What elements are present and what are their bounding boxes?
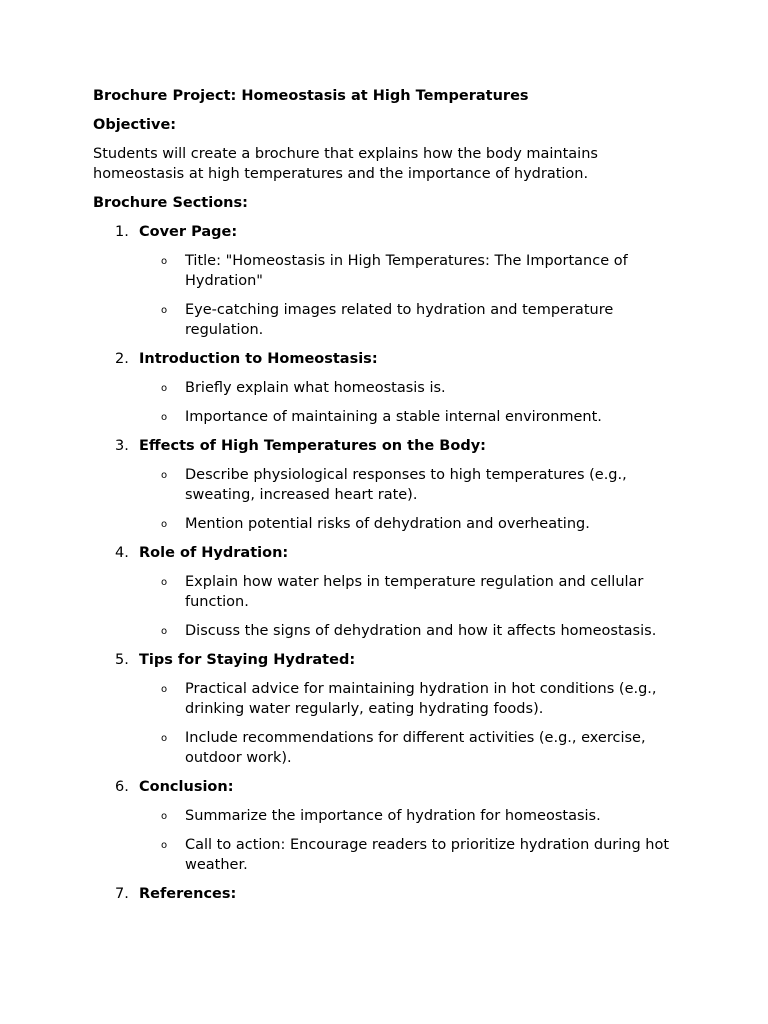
bullet-list (139, 679, 683, 768)
hollow-bullet-icon: o (161, 577, 168, 588)
hollow-bullet-icon: o (161, 733, 168, 744)
objective-text: Students will create a brochure that explains how the body maintains homeostasis at high temperatures and the importance of hydration. (93, 146, 598, 182)
section-number: 5. (115, 652, 129, 668)
section-number: 6. (115, 779, 129, 795)
section-title: Cover Page: (139, 224, 238, 240)
section-item (93, 222, 683, 340)
hollow-bullet-icon: o (161, 626, 168, 637)
hollow-bullet-icon: o (161, 383, 168, 394)
hollow-bullet-icon: o (161, 840, 168, 851)
bullet-text: Call to action: Encourage readers to prioritize hydration during hot weather. (185, 837, 670, 873)
bullet-list (139, 378, 683, 427)
bullet-text: Eye-catching images related to hydration and temperature regulation. (185, 302, 614, 338)
bullet-item (139, 407, 683, 427)
bullet-item (139, 728, 683, 768)
bullet-text: Importance of maintaining a stable internal environment. (185, 409, 602, 425)
bullet-item (139, 806, 683, 826)
bullet-text: Explain how water helps in temperature regulation and cellular function. (185, 574, 644, 610)
section-item (93, 543, 683, 641)
bullet-list (139, 465, 683, 534)
section-number: 3. (115, 438, 129, 454)
section-item (93, 650, 683, 768)
section-title: Role of Hydration: (139, 545, 289, 561)
section-title: Conclusion: (139, 779, 234, 795)
hollow-bullet-icon: o (161, 684, 168, 695)
bullet-text: Discuss the signs of dehydration and how it affects homeostasis. (185, 623, 657, 639)
section-item (93, 777, 683, 875)
hollow-bullet-icon: o (161, 811, 168, 822)
bullet-item (139, 835, 683, 875)
bullet-item (139, 465, 683, 505)
hollow-bullet-icon: o (161, 519, 168, 530)
bullet-text: Describe physiological responses to high temperatures (e.g., sweating, increased heart rate). (185, 467, 627, 503)
sections-list (93, 222, 683, 904)
section-number: 1. (115, 224, 129, 240)
section-title: References: (139, 886, 237, 902)
bullet-text: Title: "Homeostasis in High Temperatures: The Importance of Hydration" (185, 253, 628, 289)
bullet-list (139, 806, 683, 875)
section-number: 7. (115, 886, 129, 902)
section-item (93, 436, 683, 534)
bullet-item (139, 251, 683, 291)
section-item (93, 884, 683, 904)
bullet-list (139, 572, 683, 641)
bullet-item (139, 378, 683, 398)
bullet-text: Include recommendations for different activities (e.g., exercise, outdoor work). (185, 730, 646, 766)
objective-heading: Objective: (93, 117, 177, 133)
document-page (93, 86, 683, 913)
section-number: 4. (115, 545, 129, 561)
section-number: 2. (115, 351, 129, 367)
hollow-bullet-icon: o (161, 256, 168, 267)
section-title: Tips for Staying Hydrated: (139, 652, 356, 668)
hollow-bullet-icon: o (161, 305, 168, 316)
bullet-item (139, 621, 683, 641)
bullet-text: Briefly explain what homeostasis is. (185, 380, 446, 396)
bullet-item (139, 679, 683, 719)
hollow-bullet-icon: o (161, 412, 168, 423)
document-title: Brochure Project: Homeostasis at High Temperatures (93, 88, 529, 104)
bullet-text: Practical advice for maintaining hydration in hot conditions (e.g., drinking water regularly, eating hydrating foods). (185, 681, 657, 717)
section-title: Introduction to Homeostasis: (139, 351, 378, 367)
section-item (93, 349, 683, 427)
sections-heading: Brochure Sections: (93, 195, 248, 211)
bullet-text: Mention potential risks of dehydration and overheating. (185, 516, 590, 532)
section-title: Effects of High Temperatures on the Body: (139, 438, 486, 454)
bullet-item (139, 300, 683, 340)
bullet-item (139, 572, 683, 612)
bullet-list (139, 251, 683, 340)
bullet-text: Summarize the importance of hydration for homeostasis. (185, 808, 601, 824)
hollow-bullet-icon: o (161, 470, 168, 481)
bullet-item (139, 514, 683, 534)
